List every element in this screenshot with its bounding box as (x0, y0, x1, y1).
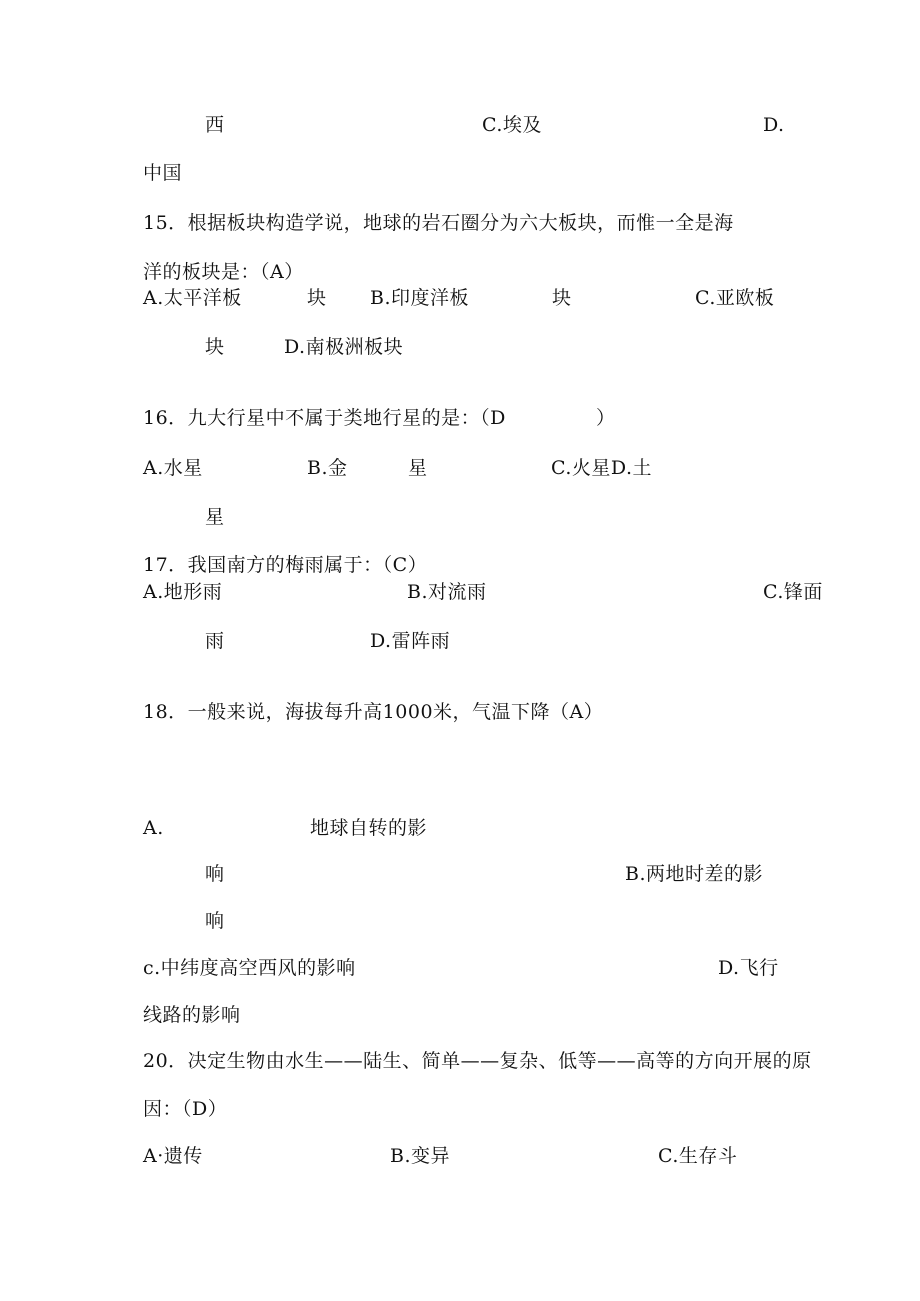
q14-option-b-tail: 西 (205, 114, 225, 136)
q19-option-a-tail: 响 (205, 863, 225, 885)
q15-option-b-tail: 块 (552, 287, 572, 309)
q17-stem: 17．我国南方的梅雨属于：（C） (143, 554, 428, 576)
q20-option-a: A·遗传 (143, 1145, 203, 1167)
q15-stem-line1: 15．根据板块构造学说，地球的岩石圈分为六大板块，而惟一全是海 (143, 212, 734, 234)
q15-option-c-tail: 块 (205, 336, 225, 358)
q20-option-b: B.变异 (390, 1145, 451, 1167)
q17-option-d: D.雷阵雨 (370, 630, 451, 652)
q17-option-c: C.锋面 (763, 581, 823, 603)
q14-option-d-tail: 中国 (143, 162, 183, 184)
q18-stem: 18．一般来说，海拔每升高1000米，气温下降（A） (143, 701, 604, 723)
q15-option-b: B.印度洋板 (370, 287, 470, 309)
q16-option-b-tail: 星 (408, 457, 428, 479)
q17-option-c-tail: 雨 (205, 630, 225, 652)
q19-option-c: c.中纬度高空西风的影响 (143, 957, 356, 979)
q14-option-c: C.埃及 (482, 114, 542, 136)
q20-option-c: C.生存斗 (658, 1145, 738, 1167)
q16-stem: 16．九大行星中不属于类地行星的是：（D (143, 407, 506, 429)
q15-option-d: D.南极洲板块 (284, 336, 404, 358)
q16-option-c-d: C.火星D.土 (551, 457, 652, 479)
q17-option-a: A.地形雨 (143, 581, 223, 603)
q15-stem-line2: 洋的板块是：（A） (143, 261, 304, 283)
q16-option-b: B.金 (307, 457, 348, 479)
q19-option-d: D.飞行 (718, 957, 779, 979)
q19-option-a: 地球自转的影 (310, 817, 428, 839)
q20-stem-line1: 20．决定生物由水生——陆生、简单——复杂、低等——高等的方向开展的原 (143, 1050, 812, 1072)
q16-option-d-tail: 星 (205, 506, 225, 528)
q17-option-b: B.对流雨 (407, 581, 487, 603)
q19-option-a-prefix: A. (143, 817, 164, 839)
q16-stem-close: ） (596, 407, 616, 429)
q15-option-c: C.亚欧板 (695, 287, 775, 309)
q16-option-a: A.水星 (143, 457, 203, 479)
q14-option-d-prefix: D. (763, 114, 785, 136)
q19-option-d-tail: 线路的影响 (143, 1004, 241, 1026)
q19-option-b: B.两地时差的影 (625, 863, 764, 885)
q20-stem-line2: 因：（D） (143, 1098, 228, 1120)
q19-option-b-tail: 响 (205, 910, 225, 932)
q15-option-a: A.太平洋板 (143, 287, 242, 309)
q15-option-a-tail: 块 (307, 287, 327, 309)
